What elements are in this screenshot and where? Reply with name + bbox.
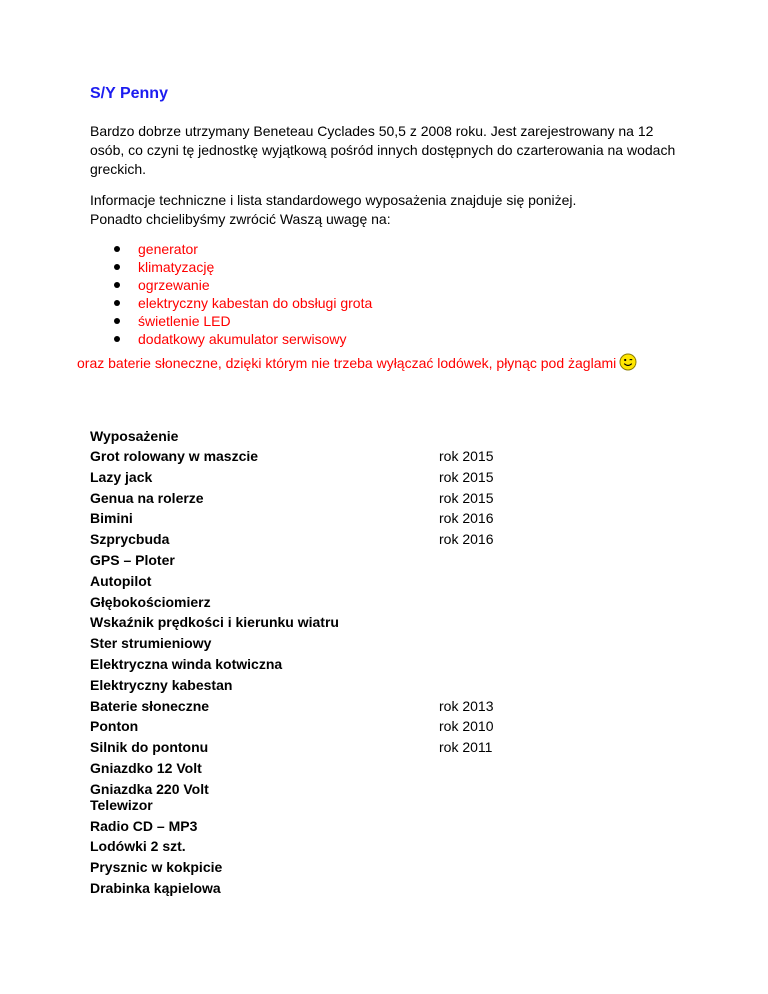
- equipment-row: [90, 654, 690, 675]
- feature-label: dodatkowy akumulator serwisowy: [138, 331, 347, 347]
- bullet-icon: [114, 336, 120, 342]
- equipment-row: [90, 550, 690, 571]
- equipment-row: [90, 467, 690, 488]
- equipment-year: rok 2015: [439, 448, 494, 464]
- equipment-name: Drabinka kąpielowa: [90, 879, 221, 896]
- document-title: S/Y Penny: [90, 85, 168, 102]
- equipment-name: Ster strumieniowy: [90, 635, 212, 652]
- equipment-row: [90, 716, 690, 737]
- equipment-row: [90, 592, 690, 613]
- feature-item: [90, 240, 372, 258]
- equipment-list: [90, 446, 690, 899]
- equipment-row: [90, 675, 690, 696]
- equipment-name: Autopilot: [90, 572, 152, 589]
- bullet-icon: [114, 264, 120, 270]
- feature-label: świetlenie LED: [138, 313, 231, 329]
- feature-label: ogrzewanie: [138, 277, 210, 293]
- equipment-row: [90, 696, 690, 717]
- closing-text: oraz baterie słoneczne, dzięki którym nie trzeba wyłączać lodówek, płynąc pod żaglami: [77, 355, 617, 371]
- equipment-year: rok 2013: [439, 697, 494, 714]
- equipment-row: [90, 816, 690, 837]
- equipment-name: Lazy jack: [90, 468, 153, 485]
- feature-label: klimatyzację: [138, 259, 215, 275]
- feature-item: [90, 276, 372, 294]
- equipment-year: rok 2016: [439, 531, 494, 548]
- equipment-heading: Wyposażenie: [90, 428, 179, 444]
- equipment-name: Bimini: [90, 510, 133, 527]
- equipment-row: [90, 612, 690, 633]
- equipment-row: [90, 529, 690, 550]
- equipment-name: Głębokościomierz: [90, 593, 211, 610]
- equipment-row: [90, 446, 690, 467]
- equipment-year: rok 2015: [439, 489, 494, 506]
- bullet-icon: [114, 246, 120, 252]
- equipment-name: Radio CD – MP3: [90, 817, 198, 834]
- equipment-year: rok 2016: [439, 510, 494, 527]
- feature-label: generator: [138, 241, 198, 257]
- equipment-row: [90, 571, 690, 592]
- equipment-name: Elektryczna winda kotwiczna: [90, 655, 283, 672]
- equipment-row: [90, 857, 690, 878]
- smiley-wink-icon: [619, 353, 637, 376]
- equipment-row: [90, 737, 690, 758]
- bullet-icon: [114, 318, 120, 324]
- info-line-1: Informacje techniczne i lista standardowego wyposażenia znajduje się poniżej.: [90, 192, 577, 208]
- equipment-name: Gniazdko 12 Volt: [90, 759, 202, 776]
- equipment-year: rok 2011: [439, 739, 493, 756]
- equipment-name: Gniazdka 220 Volt: [90, 780, 209, 797]
- bullet-icon: [114, 300, 120, 306]
- features-list: [90, 240, 372, 348]
- feature-item: [90, 312, 372, 330]
- equipment-row: [90, 779, 690, 795]
- equipment-row: [90, 836, 690, 857]
- equipment-name: Ponton: [90, 718, 139, 735]
- equipment-name: Grot rolowany w maszcie: [90, 448, 259, 464]
- equipment-row: [90, 488, 690, 509]
- equipment-name: Wskaźnik prędkości i kierunku wiatru: [90, 614, 339, 631]
- equipment-row: [90, 758, 690, 779]
- equipment-name: GPS – Ploter: [90, 551, 175, 568]
- feature-label: elektryczny kabestan do obsługi grota: [138, 295, 373, 311]
- feature-item: [90, 294, 372, 312]
- equipment-row: [90, 795, 690, 816]
- info-paragraph: [90, 191, 680, 229]
- equipment-row: [90, 633, 690, 654]
- intro-paragraph: Bardzo dobrze utrzymany Beneteau Cyclades 50,5 z 2008 roku. Jest zarejestrowany na 12 osób, co czyni tę jednostkę wyjątkową pośród innych dostępnych do czarterowania na wodach greckich.: [90, 123, 676, 177]
- bullet-icon: [114, 282, 120, 288]
- info-line-2: Ponadto chcielibyśmy zwrócić Waszą uwagę na:: [90, 211, 391, 227]
- feature-item: [90, 330, 372, 348]
- feature-item: [90, 258, 372, 276]
- equipment-name: Genua na rolerze: [90, 489, 204, 506]
- equipment-name: Elektryczny kabestan: [90, 676, 233, 693]
- equipment-name: Baterie słoneczne: [90, 697, 210, 714]
- equipment-name: Lodówki 2 szt.: [90, 838, 186, 855]
- equipment-row: [90, 878, 690, 899]
- equipment-name: Silnik do pontonu: [90, 739, 209, 756]
- equipment-year: rok 2010: [439, 718, 494, 735]
- equipment-year: rok 2015: [439, 468, 494, 485]
- equipment-row: [90, 508, 690, 529]
- equipment-name: Telewizor: [90, 796, 153, 813]
- closing-sentence: [77, 353, 637, 376]
- equipment-name: Prysznic w kokpicie: [90, 859, 223, 876]
- equipment-name: Szprycbuda: [90, 531, 170, 548]
